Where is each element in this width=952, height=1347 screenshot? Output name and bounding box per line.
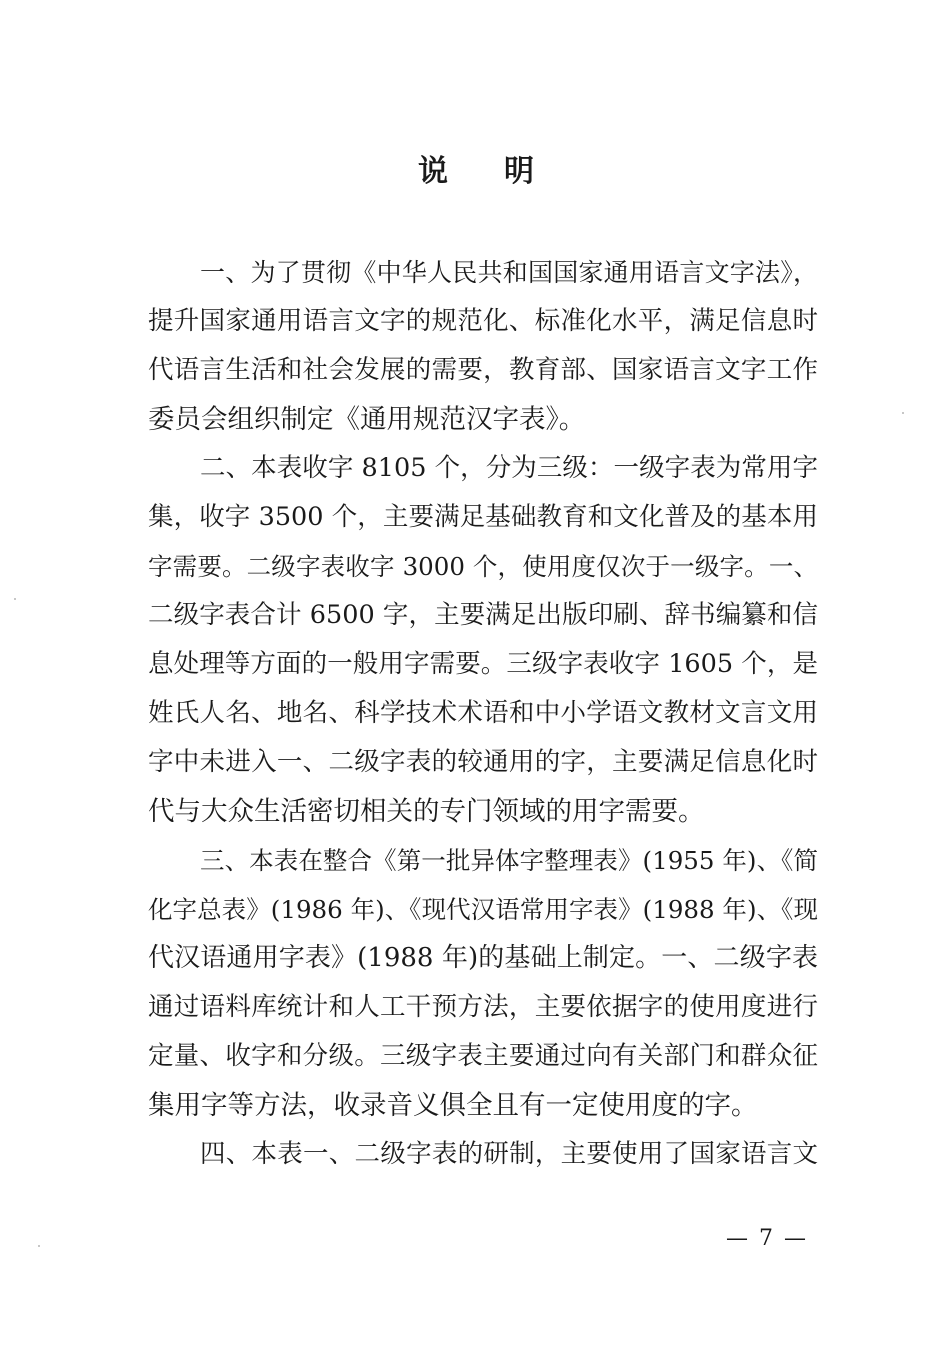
paragraph-3: [148, 836, 818, 1130]
document-body: [148, 248, 818, 1179]
paragraph-4: [148, 1130, 818, 1179]
text-line: 定量、收字和分级。三级字表主要通过向有关部门和群众征: [148, 1041, 818, 1071]
text-line: 息处理等方面的一般用字需要。三级字表收字 1605 个，是: [148, 649, 818, 679]
text-line: 代与大众生活密切相关的专门领域的用字需要。: [148, 796, 705, 827]
scan-speck: [902, 412, 904, 414]
text-line: 四、本表一、二级字表的研制，主要使用了国家语言文: [200, 1139, 818, 1169]
text-line: 字中未进入一、二级字表的较通用的字，主要满足信息化时: [148, 747, 818, 777]
text-line: 姓氏人名、地名、科学技术术语和中小学语文教材文言文用: [148, 698, 818, 728]
text-line: 一、为了贯彻《中华人民共和国国家通用语言文字法》，: [200, 258, 818, 287]
text-line: 通过语料库统计和人工干预方法，主要依据字的使用度进行: [148, 992, 818, 1022]
text-line: 集用字等方法，收录音义俱全且有一定使用度的字。: [148, 1090, 758, 1121]
text-line: 二、本表收字 8105 个，分为三级：一级字表为常用字: [200, 453, 818, 483]
text-line: 集，收字 3500 个，主要满足基础教育和文化普及的基本用: [148, 502, 818, 532]
text-line: 二级字表合计 6500 字，主要满足出版印刷、辞书编纂和信: [148, 600, 818, 630]
text-line: 委员会组织制定《通用规范汉字表》。: [148, 404, 586, 435]
text-line: 三、本表在整合《第一批异体字整理表》(1955 年)、《简: [200, 846, 818, 875]
paragraph-2: [148, 444, 818, 836]
paragraph-1: [148, 248, 818, 444]
scan-speck: [38, 1245, 40, 1247]
text-line: 代汉语通用字表》(1988 年)的基础上制定。一、二级字表: [148, 943, 818, 973]
page-title: 说明: [418, 154, 590, 189]
text-line: 提升国家通用语言文字的规范化、标准化水平，满足信息时: [148, 306, 818, 336]
scan-speck: [14, 598, 16, 600]
page-number: — 7 —: [726, 1226, 808, 1251]
text-line: 代语言生活和社会发展的需要，教育部、国家语言文字工作: [148, 355, 818, 385]
text-line: 字需要。二级字表收字 3000 个，使用度仅次于一级字。一、: [148, 552, 818, 581]
text-line: 化字总表》(1986 年)、《现代汉语常用字表》(1988 年)、《现: [148, 895, 818, 924]
